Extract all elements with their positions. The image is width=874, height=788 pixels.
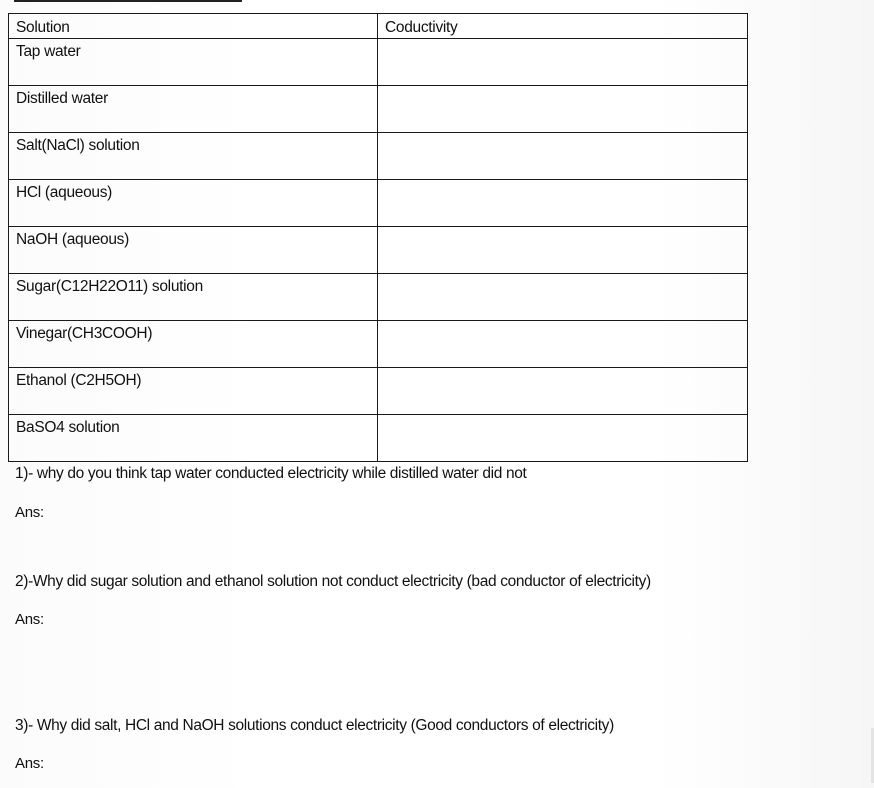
solution-cell: Vinegar(CH3COOH)	[9, 321, 378, 368]
header-conductivity: Coductivity	[378, 14, 748, 39]
table-row	[9, 274, 748, 321]
answer-label-3: Ans:	[15, 755, 44, 772]
solution-cell: Salt(NaCl) solution	[9, 133, 378, 180]
question-3: 3)- Why did salt, HCl and NaOH solutions conduct electricity (Good conductors of electricity)	[15, 717, 614, 734]
conductivity-cell[interactable]	[378, 321, 748, 368]
table-row	[9, 39, 748, 86]
solution-cell: Distilled water	[9, 86, 378, 133]
conductivity-cell[interactable]	[378, 415, 748, 462]
conductivity-cell[interactable]	[378, 133, 748, 180]
conductivity-cell[interactable]	[378, 227, 748, 274]
table-row	[9, 368, 748, 415]
answer-label-1: Ans:	[15, 504, 44, 521]
conductivity-cell[interactable]	[378, 274, 748, 321]
table-row	[9, 321, 748, 368]
table-row	[9, 227, 748, 274]
conductivity-cell[interactable]	[378, 39, 748, 86]
solution-cell: BaSO4 solution	[9, 415, 378, 462]
question-1: 1)- why do you think tap water conducted electricity while distilled water did not	[15, 465, 527, 482]
question-2: 2)-Why did sugar solution and ethanol solution not conduct electricity (bad conductor of electricity)	[15, 573, 651, 590]
conductivity-cell[interactable]	[378, 86, 748, 133]
solution-cell: NaOH (aqueous)	[9, 227, 378, 274]
conductivity-table	[8, 13, 748, 462]
solution-cell: HCl (aqueous)	[9, 180, 378, 227]
table-row	[9, 415, 748, 462]
header-solution: Solution	[9, 14, 378, 39]
solution-cell: Tap water	[9, 39, 378, 86]
conductivity-cell[interactable]	[378, 368, 748, 415]
answer-label-2: Ans:	[15, 611, 44, 628]
table-row	[9, 133, 748, 180]
solution-cell: Sugar(C12H22O11) solution	[9, 274, 378, 321]
conductivity-cell[interactable]	[378, 180, 748, 227]
table-header-row	[9, 14, 748, 39]
header-underline	[14, 0, 242, 2]
table-row	[9, 86, 748, 133]
table-row	[9, 180, 748, 227]
solution-cell: Ethanol (C2H5OH)	[9, 368, 378, 415]
